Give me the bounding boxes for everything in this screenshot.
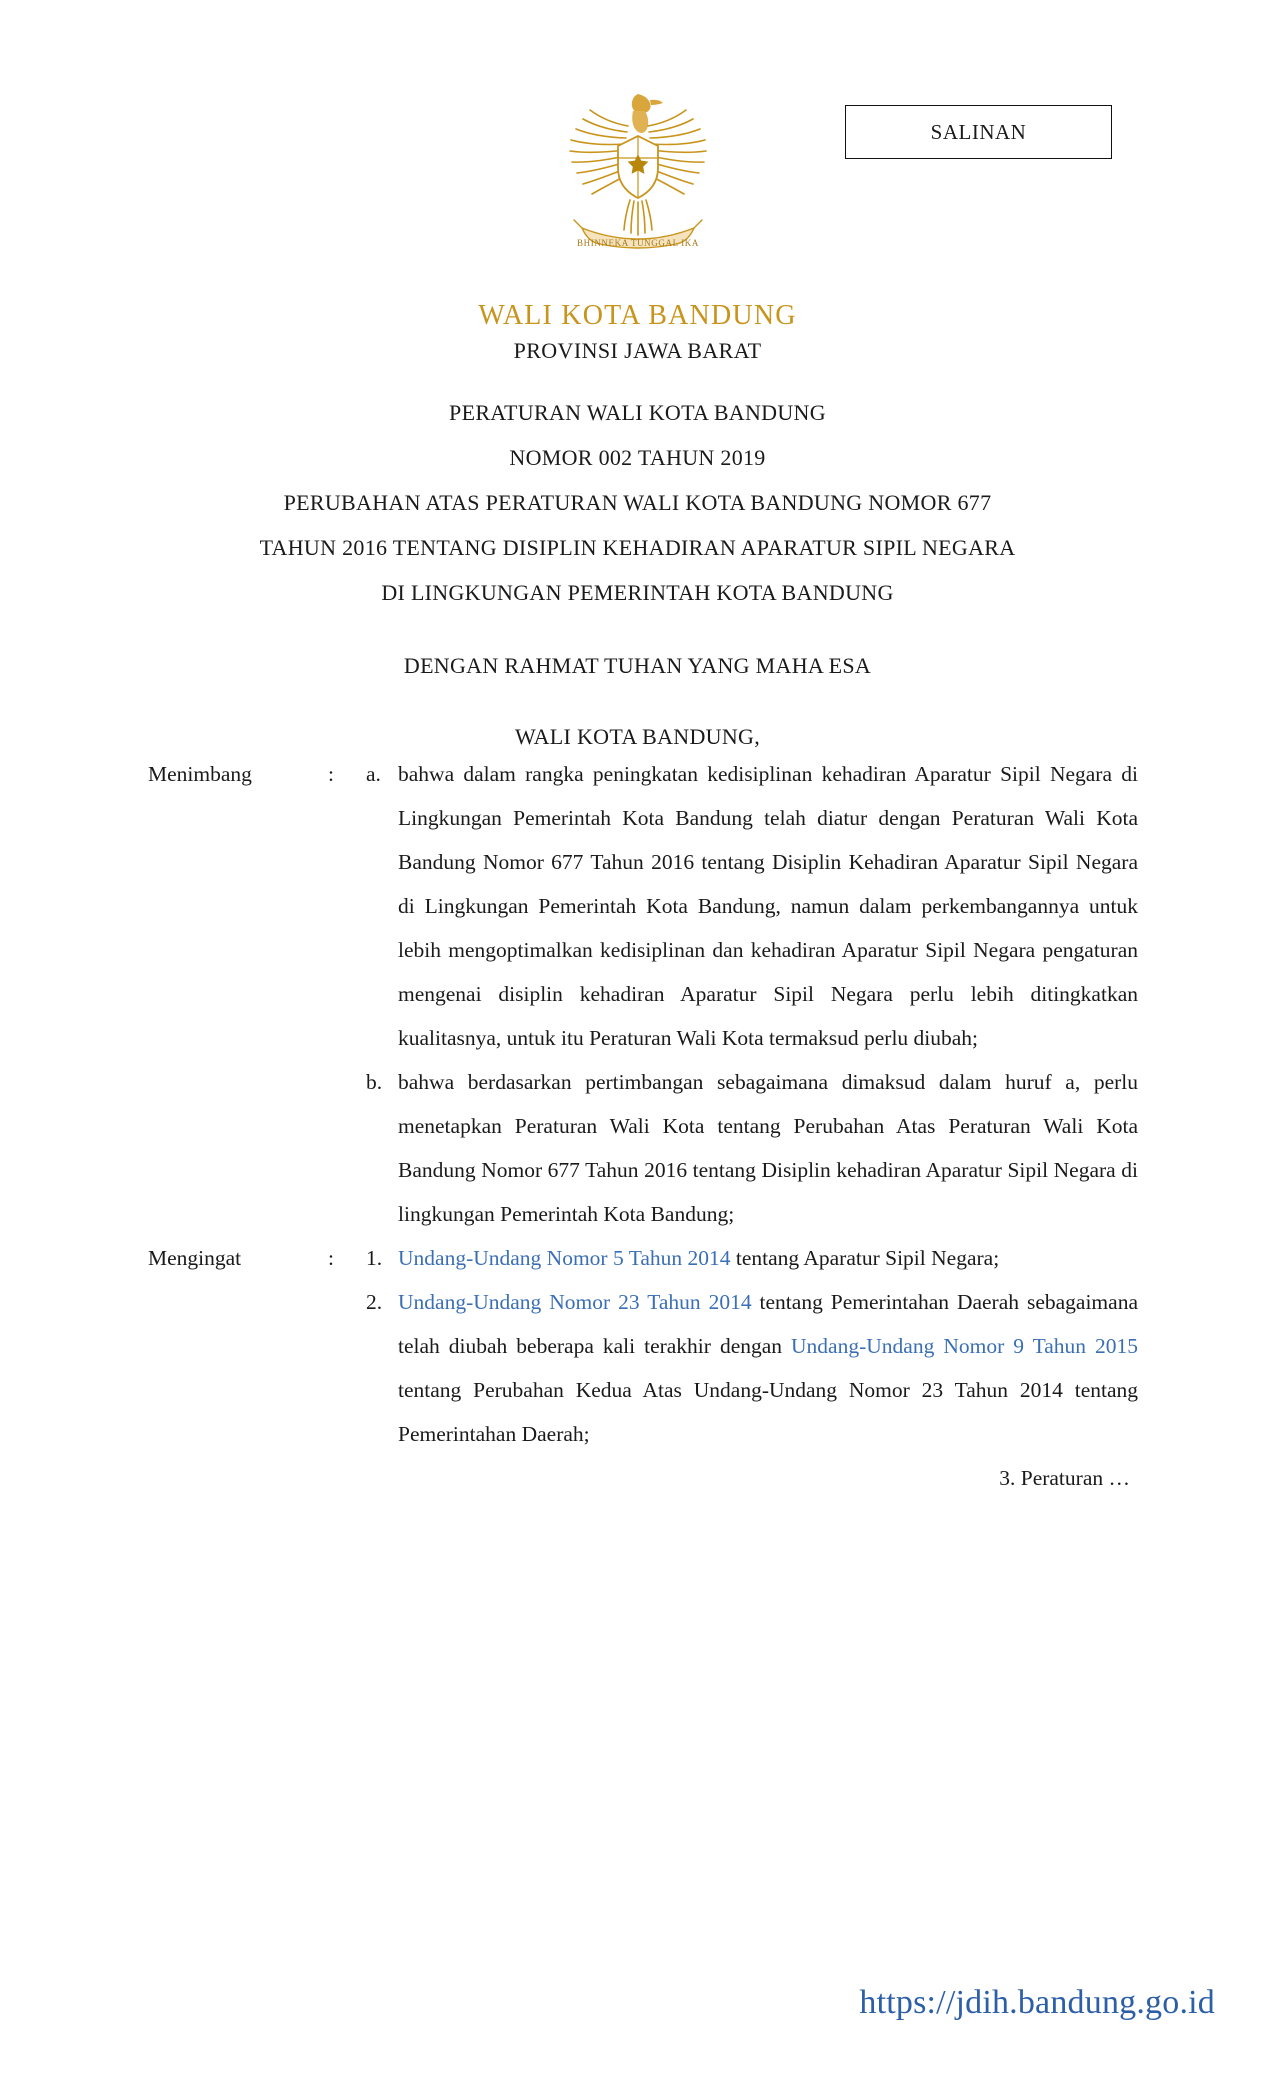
signatory-line: WALI KOTA BANDUNG,	[514, 724, 760, 749]
list-item	[366, 1280, 1138, 1456]
legal-basis-colon: :	[328, 1246, 334, 1270]
considerations-colon: :	[328, 762, 334, 786]
document-body	[148, 752, 1138, 1500]
list-marker: b.	[366, 1070, 383, 1094]
blessing-line: DENGAN RAHMAT TUHAN YANG MAHA ESA	[403, 653, 872, 678]
law-reference-link-secondary[interactable]: Undang-Undang Nomor 9 Tahun 2015	[791, 1334, 1139, 1358]
list-text-tail: tentang Perubahan Kedua Atas Undang-Undang Nomor 23 Tahun 2014 tentang Pemerintahan Daerah;	[398, 1378, 1138, 1446]
list-item	[366, 1060, 1138, 1236]
list-marker: 2.	[366, 1290, 383, 1314]
svg-text:BHINNEKA TUNGGAL IKA: BHINNEKA TUNGGAL IKA	[576, 238, 699, 248]
list-text: bahwa berdasarkan pertimbangan sebagaimana dimaksud dalam huruf a, perlu menetapkan Peraturan Wali Kota tentang Perubahan Atas Peraturan Wali Kota Bandung Nomor 677 Tahun 2016 tentang Disiplin kehadiran Aparatur Sipil Negara di lingkungan Pemerintah Kota Bandung;	[398, 1070, 1138, 1226]
considerations-clause	[148, 752, 1138, 1236]
legal-basis-clause	[148, 1236, 1138, 1456]
list-text: bahwa dalam rangka peningkatan kedisiplinan kehadiran Aparatur Sipil Negara di Lingkungan Pemerintah Kota Bandung telah diatur dengan Peraturan Wali Kota Bandung Nomor 677 Tahun 2016 tentang Disiplin Kehadiran Aparatur Sipil Negara di Lingkungan Pemerintah Kota Bandung, namun dalam perkembangannya untuk lebih mengoptimalkan kedisiplinan dan kehadiran Aparatur Sipil Negara pengaturan mengenai disiplin kehadiran Aparatur Sipil Negara perlu lebih ditingkatkan kualitasnya, untuk itu Peraturan Wali Kota termaksud perlu diubah;	[398, 762, 1138, 1050]
salinan-label: SALINAN	[930, 119, 1027, 144]
province-subtitle: PROVINSI JAWA BARAT	[513, 338, 762, 363]
list-text	[398, 1236, 1138, 1280]
page-continuation-note: 3. Peraturan …	[999, 1466, 1130, 1490]
document-subject-line-2: TAHUN 2016 TENTANG DISIPLIN KEHADIRAN APARATUR SIPIL NEGARA	[259, 535, 1016, 560]
list-text-tail: tentang Aparatur Sipil Negara;	[730, 1246, 1000, 1270]
document-type: PERATURAN WALI KOTA BANDUNG	[449, 400, 826, 425]
list-marker: 1.	[366, 1246, 383, 1270]
law-reference-link[interactable]: Undang-Undang Nomor 23 Tahun 2014	[398, 1290, 752, 1314]
institution-title: WALI KOTA BANDUNG	[478, 300, 797, 331]
document-subject-line-1: PERUBAHAN ATAS PERATURAN WALI KOTA BANDUNG NOMOR 677	[283, 490, 992, 515]
footer-url[interactable]: https://jdih.bandung.go.id	[859, 1984, 1215, 2021]
document-subject-line-3: DI LINGKUNGAN PEMERINTAH KOTA BANDUNG	[381, 580, 894, 605]
list-text	[398, 1280, 1138, 1456]
document-number: NOMOR 002 TAHUN 2019	[509, 445, 766, 470]
document-heading	[0, 300, 1275, 759]
law-reference-link[interactable]: Undang-Undang Nomor 5 Tahun 2014	[398, 1246, 731, 1270]
list-item	[366, 752, 1138, 1060]
salinan-stamp	[845, 105, 1112, 159]
garuda-pancasila-emblem	[538, 78, 738, 278]
considerations-label: Menimbang	[148, 762, 252, 786]
list-marker: a.	[366, 762, 381, 786]
list-item	[366, 1236, 1138, 1280]
list-text-middle: tentang Pemerintahan Daerah sebagaimana telah diubah beberapa kali terakhir dengan	[398, 1290, 1138, 1358]
legal-basis-label: Mengingat	[148, 1246, 242, 1270]
